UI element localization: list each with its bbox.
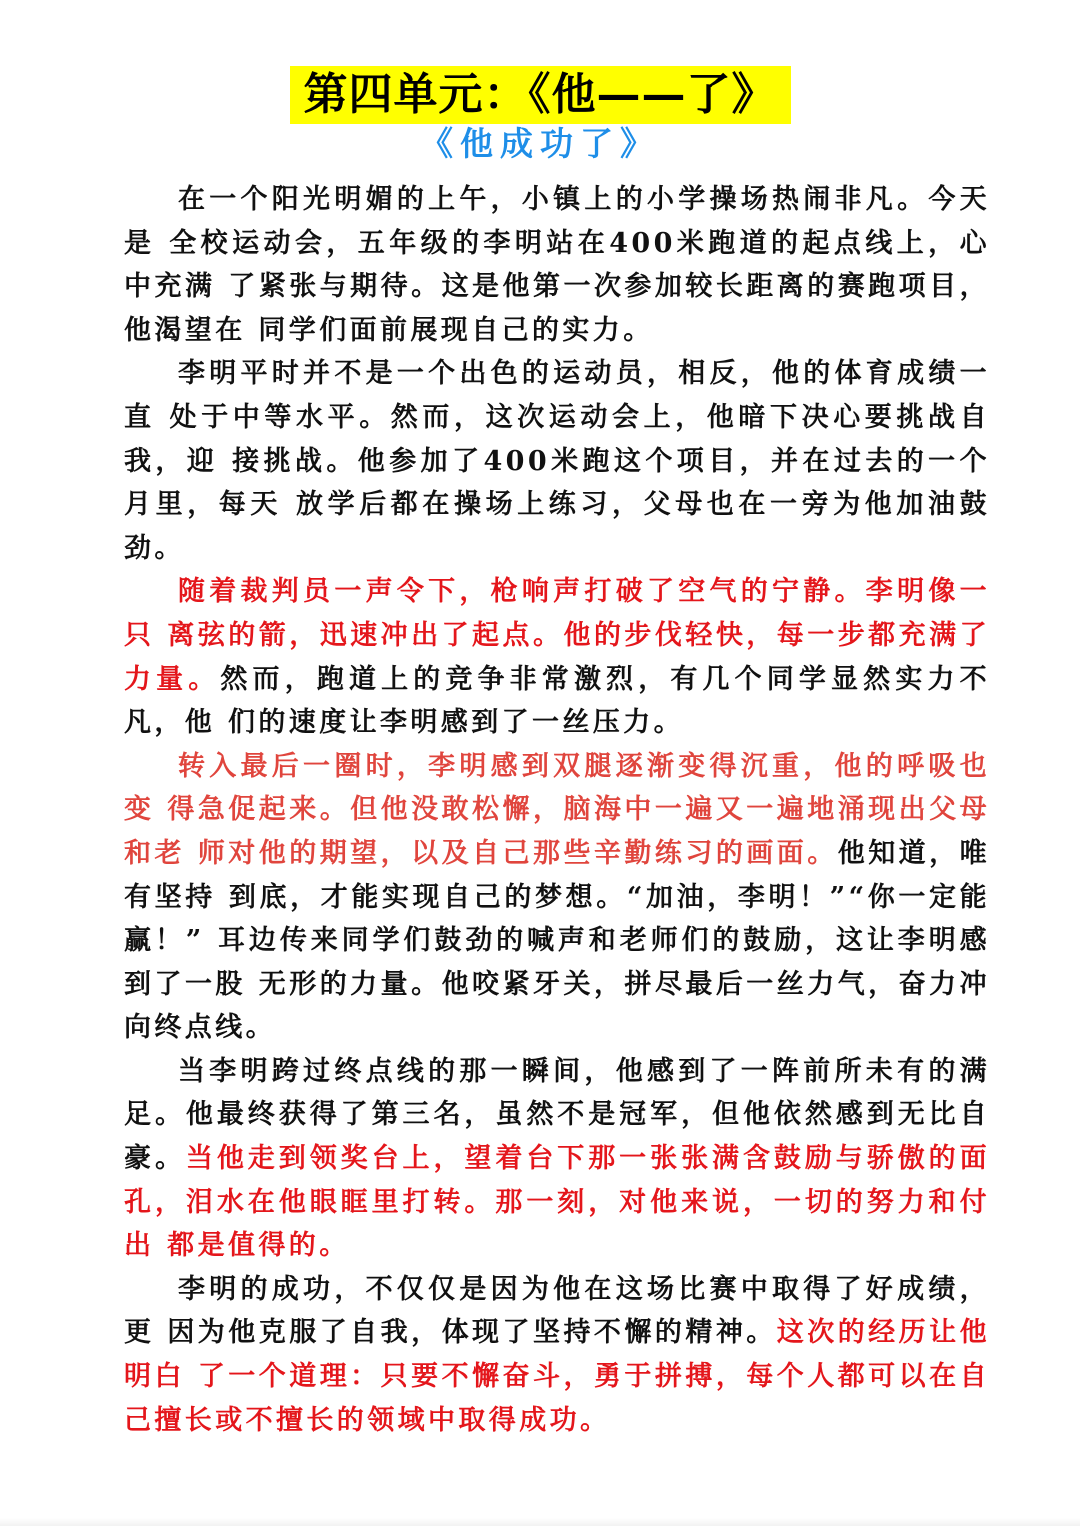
highlighted-text-run: 随着裁判员一声令下，枪响声打破了空气的宁静。李明像一只 离弦的箭，迅速冲出了起点。他的步伐轻快，每一步都充满了力量。 <box>124 576 990 695</box>
page-title: 第四单元：《他——了》 <box>290 66 791 124</box>
paragraph <box>124 352 990 570</box>
paragraph <box>124 178 990 352</box>
essay-title: 《他成功了》 <box>420 124 660 163</box>
page-edge-shadow <box>0 1518 1080 1526</box>
highlighted-text-run: 这次的经历让他明白 了一个道理：只要不懈奋斗，勇于拼搏，每个人都可以在自己擅长或不擅长的领域中取得成功。 <box>124 1317 990 1436</box>
paragraph <box>124 1050 990 1268</box>
essay-body <box>124 178 990 1442</box>
paragraph <box>124 745 990 1050</box>
highlighted-text-run: 当他走到领奖台上，望着台下那一张张满含鼓励与骄傲的面孔，泪水在他眼眶里打转。那一刻，对他来说，一切的努力和付出 都是值得的。 <box>124 1143 990 1262</box>
title-wrapper <box>0 66 1080 124</box>
text-run: 李明平时并不是一个出色的运动员，相反，他的体育成绩一直 处于中等水平。然而，这次运动会上，他暗下决心要挑战自我，迎 接挑战。他参加了400米跑这个项目，并在过去的一个月里，每天 放学后都在操场上练习，父母也在一旁为他加油鼓劲。 <box>124 358 990 564</box>
text-run: 当李明跨过终点线的那一瞬间，他感到了一阵前所未有的满 足。他最终获得了第三名，虽然不是冠军，但他依然感到无比自豪。 <box>124 1055 990 1175</box>
paragraph <box>124 1268 990 1442</box>
text-run: 然而，跑道上的竞争非常激烈，有几个同学显然实力不凡，他 们的速度让李明感到了一丝压力。 <box>124 663 990 739</box>
highlighted-text-run: 转入最后一圈时，李明感到双腿逐渐变得沉重，他的呼吸也变 得急促起来。但他没敢松懈，脑海中一遍又一遍地涌现出父母和老 师对他的期望，以及自己那些辛勤练习的画面。 <box>124 750 990 869</box>
paragraph <box>124 570 990 744</box>
text-run: 在一个阳光明媚的上午，小镇上的小学操场热闹非凡。今天是 全校运动会，五年级的李明站在400米跑道的起点线上，心中充满 了紧张与期待。这是他第一次参加较长距离的赛跑项目，他渴望在 同学们面前展现自己的实力。 <box>124 184 990 346</box>
text-run: 他知道，唯有坚持 到底，才能实现自己的梦想。“加油，李明！”“你一定能赢！” 耳边传来同学们鼓劲的喊声和老师们的鼓励，这让李明感到了一股 无形的力量。他咬紧牙关，拼尽最后一丝力气，奋力冲向终点线。 <box>124 837 991 1044</box>
text-run: 李明的成功，不仅仅是因为他在这场比赛中取得了好成绩，更 因为他克服了自我，体现了坚持不懈的精神。 <box>124 1273 990 1349</box>
